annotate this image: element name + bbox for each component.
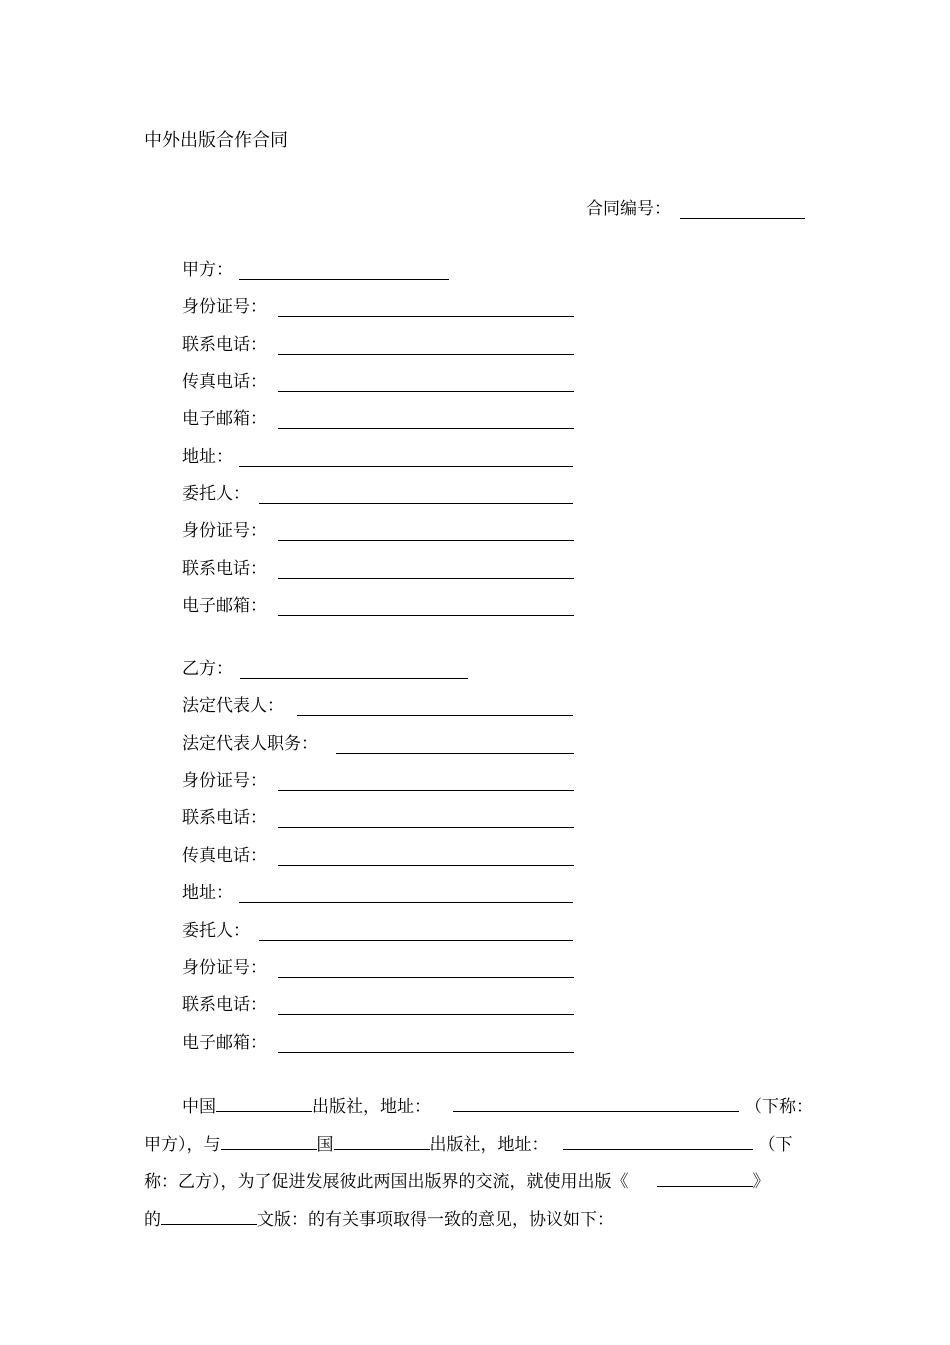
preamble-text: 中国 bbox=[182, 1097, 216, 1117]
party-b-agent-email-blank[interactable] bbox=[278, 1052, 574, 1053]
party-b-agent-id-label: 身份证号： bbox=[182, 958, 267, 978]
party-b-blank[interactable] bbox=[240, 678, 468, 679]
party-b-agent-phone-label: 联系电话： bbox=[182, 995, 267, 1015]
party-b-address-inline-blank[interactable] bbox=[563, 1131, 753, 1150]
party-a-address-label: 地址： bbox=[182, 447, 233, 467]
preamble-text: （下称： bbox=[745, 1097, 813, 1117]
party-b-legal-rep-blank[interactable] bbox=[297, 715, 573, 716]
party-b-agent-phone-blank[interactable] bbox=[278, 1014, 574, 1015]
preamble-text: 的 bbox=[144, 1210, 161, 1230]
party-b-agent-phone-field bbox=[182, 993, 267, 1017]
party-a-agent-email-blank[interactable] bbox=[278, 615, 574, 616]
party-a-agent-id-field bbox=[182, 519, 267, 543]
foreign-country-blank[interactable] bbox=[221, 1131, 317, 1150]
party-a-agent-id-blank[interactable] bbox=[278, 540, 574, 541]
party-b-agent-blank[interactable] bbox=[259, 940, 573, 941]
party-b-fax-blank[interactable] bbox=[278, 865, 574, 866]
party-a-phone-label: 联系电话： bbox=[182, 335, 267, 355]
party-b-phone-label: 联系电话： bbox=[182, 808, 267, 828]
party-b-address-field bbox=[182, 881, 233, 905]
party-a-address-field bbox=[182, 445, 233, 469]
party-b-agent-id-blank[interactable] bbox=[278, 977, 574, 978]
party-b-legal-rep-label: 法定代表人： bbox=[182, 696, 284, 716]
chinese-publisher-blank[interactable] bbox=[216, 1093, 312, 1112]
party-b-field bbox=[182, 657, 233, 681]
party-a-id-field bbox=[182, 295, 267, 319]
preamble-text: 文版：的有关事项取得一致的意见，协议如下： bbox=[257, 1210, 614, 1230]
party-b-id-blank[interactable] bbox=[278, 790, 574, 791]
party-a-agent-label: 委托人： bbox=[182, 484, 250, 504]
party-a-blank[interactable] bbox=[239, 279, 449, 280]
party-b-agent-email-label: 电子邮箱： bbox=[182, 1033, 267, 1053]
preamble-text: 出版社，地址： bbox=[312, 1097, 431, 1117]
party-b-legal-rep-title-field bbox=[182, 732, 318, 756]
party-b-legal-rep-title-blank[interactable] bbox=[336, 753, 574, 754]
party-a-id-label: 身份证号： bbox=[182, 297, 267, 317]
preamble-text: 甲方），与 bbox=[144, 1135, 221, 1155]
party-a-email-field bbox=[182, 407, 267, 431]
party-b-address-label: 地址： bbox=[182, 883, 233, 903]
preamble-line-2 bbox=[144, 1131, 793, 1157]
party-a-fax-label: 传真电话： bbox=[182, 372, 267, 392]
party-b-agent-email-field bbox=[182, 1031, 267, 1055]
foreign-publisher-blank[interactable] bbox=[334, 1131, 430, 1150]
party-b-id-label: 身份证号： bbox=[182, 771, 267, 791]
document-title: 中外出版合作合同 bbox=[144, 130, 288, 151]
party-b-legal-rep-title-label: 法定代表人职务： bbox=[182, 734, 318, 754]
party-a-phone-field bbox=[182, 333, 267, 357]
party-a-agent-id-label: 身份证号： bbox=[182, 521, 267, 541]
preamble-text: （下 bbox=[758, 1135, 793, 1155]
party-a-agent-phone-blank[interactable] bbox=[278, 578, 574, 579]
party-a-address-blank[interactable] bbox=[239, 466, 573, 467]
party-a-email-label: 电子邮箱： bbox=[182, 409, 267, 429]
party-b-fax-field bbox=[182, 844, 267, 868]
party-b-phone-blank[interactable] bbox=[278, 827, 574, 828]
contract-number-label: 合同编号： bbox=[586, 199, 671, 219]
party-a-email-blank[interactable] bbox=[278, 428, 574, 429]
party-b-address-blank[interactable] bbox=[239, 902, 573, 903]
preamble-text: 出版社，地址： bbox=[429, 1135, 549, 1155]
preamble-line-3 bbox=[144, 1168, 770, 1194]
party-a-agent-field bbox=[182, 482, 250, 506]
party-b-id-field bbox=[182, 769, 267, 793]
preamble-text: 》 bbox=[752, 1172, 770, 1192]
party-a-label: 甲方： bbox=[182, 260, 233, 280]
party-a-fax-blank[interactable] bbox=[278, 391, 574, 392]
party-a-phone-blank[interactable] bbox=[278, 354, 574, 355]
party-a-address-inline-blank[interactable] bbox=[453, 1093, 739, 1112]
party-a-agent-phone-label: 联系电话： bbox=[182, 559, 267, 579]
party-a-agent-email-label: 电子邮箱： bbox=[182, 596, 267, 616]
party-b-agent-label: 委托人： bbox=[182, 921, 250, 941]
party-a-id-blank[interactable] bbox=[278, 316, 574, 317]
preamble-text: 称：乙方），为了促进发展彼此两国出版界的交流，就使用出版《 bbox=[144, 1172, 629, 1192]
party-b-label: 乙方： bbox=[182, 659, 233, 679]
contract-number-blank[interactable] bbox=[680, 218, 805, 219]
book-title-blank[interactable] bbox=[657, 1168, 753, 1187]
contract-number-field bbox=[586, 197, 671, 221]
party-a-agent-email-field bbox=[182, 594, 267, 618]
preamble-line-4 bbox=[144, 1206, 614, 1232]
party-a-field bbox=[182, 258, 233, 282]
language-edition-blank[interactable] bbox=[161, 1206, 257, 1225]
preamble-text: 国 bbox=[316, 1135, 334, 1155]
party-b-agent-id-field bbox=[182, 956, 267, 980]
party-a-agent-phone-field bbox=[182, 557, 267, 581]
party-b-agent-field bbox=[182, 919, 250, 943]
party-b-phone-field bbox=[182, 806, 267, 830]
preamble-line-1 bbox=[182, 1093, 813, 1119]
party-a-agent-blank[interactable] bbox=[259, 503, 573, 504]
party-b-fax-label: 传真电话： bbox=[182, 846, 267, 866]
party-b-legal-rep-field bbox=[182, 694, 284, 718]
party-a-fax-field bbox=[182, 370, 267, 394]
